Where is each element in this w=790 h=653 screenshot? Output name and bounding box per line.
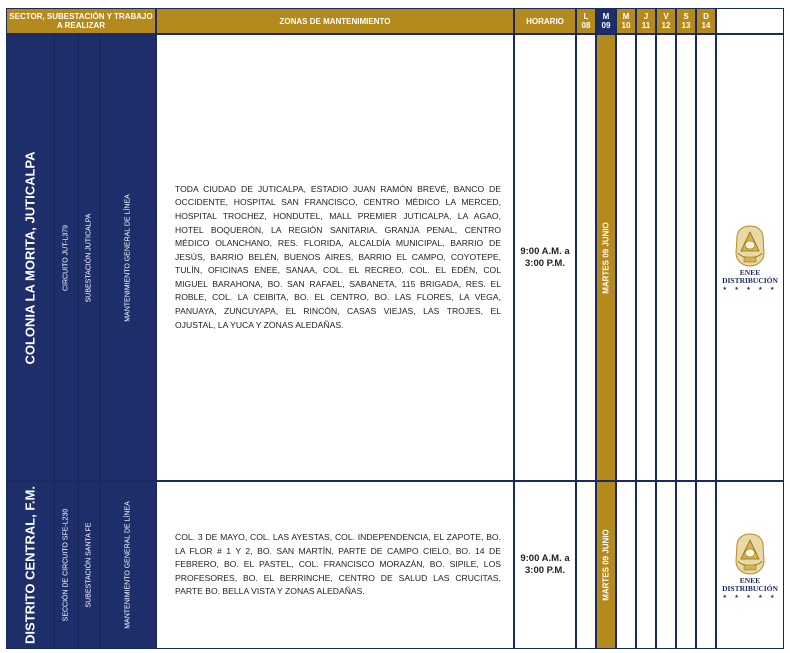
header-sector	[6, 8, 156, 34]
row2-day-tue	[596, 481, 616, 649]
row2-circuit-text: SECCIÓN DE CIRCUITO SFE-L230	[62, 508, 70, 622]
day-letter: M	[622, 12, 630, 21]
row1-day-tue	[596, 34, 616, 481]
row2-substation-text: SUBESTACIÓN SANTA FE	[85, 522, 93, 608]
day-number: 08	[581, 21, 591, 30]
row2-zones	[156, 481, 514, 649]
logo-text-enee: ENEE	[739, 268, 761, 277]
row2-day-fri	[656, 481, 676, 649]
row2-hour-end: 3:00 P.M.	[525, 565, 565, 576]
row2-day-sun	[696, 481, 716, 649]
row1-work-text: MANTENIMIENTO GENERAL DE LÍNEA	[124, 193, 132, 322]
row1-substation-text: SUBESTACIÓN JUTICALPA	[85, 213, 93, 302]
row1-logo	[716, 34, 784, 481]
header-day-sun	[696, 8, 716, 34]
row1-schedule	[514, 34, 576, 481]
day-letter: V	[663, 12, 669, 21]
header-day-mon	[576, 8, 596, 34]
row1-day-wed	[616, 34, 636, 481]
header-schedule-text: HORARIO	[526, 16, 564, 26]
day-letter: D	[703, 12, 709, 21]
row2-day-wed	[616, 481, 636, 649]
row2-logo	[716, 481, 784, 649]
header-sector-text: SECTOR, SUBESTACIÓN Y TRABAJO A REALIZAR	[9, 12, 153, 30]
day-letter: S	[683, 12, 689, 21]
row2-day-thu	[636, 481, 656, 649]
day-letter: M	[602, 12, 610, 21]
day-number: 12	[661, 21, 671, 30]
header-day-wed	[616, 8, 636, 34]
logo-text-distribucion: DISTRIBUCIÓN	[722, 276, 778, 285]
row2-day-sat	[676, 481, 696, 649]
row1-substation	[78, 34, 100, 481]
row2-sector	[6, 481, 54, 649]
row1-day-sun	[696, 34, 716, 481]
day-number: 09	[601, 21, 611, 30]
header-day-thu	[636, 8, 656, 34]
row1-circuit	[54, 34, 78, 481]
row1-circuit-text: CIRCUITO JUT-L379	[62, 224, 70, 291]
row2-work-text: MANTENIMIENTO GENERAL DE LÍNEA	[124, 501, 132, 629]
row2-hour-start: 9:00 A.M. a	[520, 553, 570, 564]
row1-zones-text: TODA CIUDAD DE JUTICALPA, ESTADIO JUAN RAMÓN BREVÉ, BANCO DE OCCIDENTE, HOSPITAL SAN FRANCISCO, CENTRO MÉDICO LA MERCED, HOSPITAL TROCHEZ, HONDUTEL, MALL PREMIER JUTICALPA, LA AGAO, HOTEL BOQUERÓN, LA REGIÓN SANITARIA, GRANJA PENAL, CENTRO MÉDICO OLANCHANO, RES. FLORIDA, ALCALDÍA MUNICIPAL, BARRIO DE JESÚS, BARRIO BELÉN, BUENOS AIRES, BARRIO EL CAMPO, COYOTEPE, TULÍN, OFICINAS ENEE, SANAA, COL. EL RECREO, COL. EL EDÉN, COL MIGUEL BARAHONA, BO. SAN RAFAEL, SABANETA, 115 BRIGADA, RES. EL ROBLE, COL. LA CEIBITA, BO. EL CENTRO, BO. LAS FLORES, LA VEGA, PANUAYA, ZUNCUYAPA, EL RINCÓN, CASAS VIEJAS, LAS TROJES, EL OJUSTAL, LA YUCA Y ZONAS ALEDAÑAS.	[175, 183, 501, 330]
row1-hour-start: 9:00 A.M. a	[520, 245, 570, 257]
row2-day-mon	[576, 481, 596, 649]
header-logo-blank	[716, 8, 784, 34]
logo-stars: ★ ★ ★ ★ ★	[722, 286, 778, 292]
header-zones-text: ZONAS DE MANTENIMIENTO	[279, 16, 391, 26]
day-number: 14	[701, 21, 711, 30]
row1-sector-text: COLONIA LA MORITA, JUTICALPA	[22, 150, 38, 365]
row2-work	[100, 481, 156, 649]
row1-day-sat	[676, 34, 696, 481]
row2-substation	[78, 481, 100, 649]
day-number: 13	[681, 21, 691, 30]
row2-schedule	[514, 481, 576, 649]
row2-sector-text: DISTRITO CENTRAL, F.M.	[22, 486, 38, 644]
header-day-fri	[656, 8, 676, 34]
honduras-seal-icon	[730, 531, 770, 577]
row1-hour-end: 3:00 P.M.	[525, 257, 565, 269]
row1-day-mon	[576, 34, 596, 481]
header-zones	[156, 8, 514, 34]
day-letter: J	[643, 12, 649, 21]
header-schedule	[514, 8, 576, 34]
logo-text-enee: ENEE	[739, 575, 761, 585]
row1-day-thu	[636, 34, 656, 481]
row1-day-label: MARTES 09 JUNIO	[601, 221, 611, 294]
row1-day-fri	[656, 34, 676, 481]
row2-circuit	[54, 481, 78, 649]
row1-sector	[6, 34, 54, 481]
logo-text-distribucion: DISTRIBUCIÓN	[722, 583, 778, 593]
row2-zones-text: COL. 3 DE MAYO, COL. LAS AYESTAS, COL. INDEPENDENCIA, EL ZAPOTE, BO. LA FLOR # 1 Y 2, BO. SAN MARTÍN, PARTE DE CAMPO CIELO, BO. 14 DE FEBRERO, BO. EL PASTEL, COL. FRANCISCO MORAZÁN, BO. SIPILE, LOS PROFESORES, BO. EL BERRINCHE, CENTRO DE SALUD LAS CRUCITAS, PARTE BO. BELLA VISTA Y ZONAS ALEDAÑAS.	[175, 532, 501, 597]
row1-work	[100, 34, 156, 481]
header-day-sat	[676, 8, 696, 34]
day-number: 10	[621, 21, 631, 30]
row2-day-label: MARTES 09 JUNIO	[601, 529, 611, 601]
logo-stars: ★ ★ ★ ★ ★	[722, 593, 778, 600]
day-letter: L	[583, 12, 589, 21]
honduras-seal-icon	[730, 223, 770, 269]
row1-zones	[156, 34, 514, 481]
header-day-tue	[596, 8, 616, 34]
day-number: 11	[641, 21, 651, 30]
